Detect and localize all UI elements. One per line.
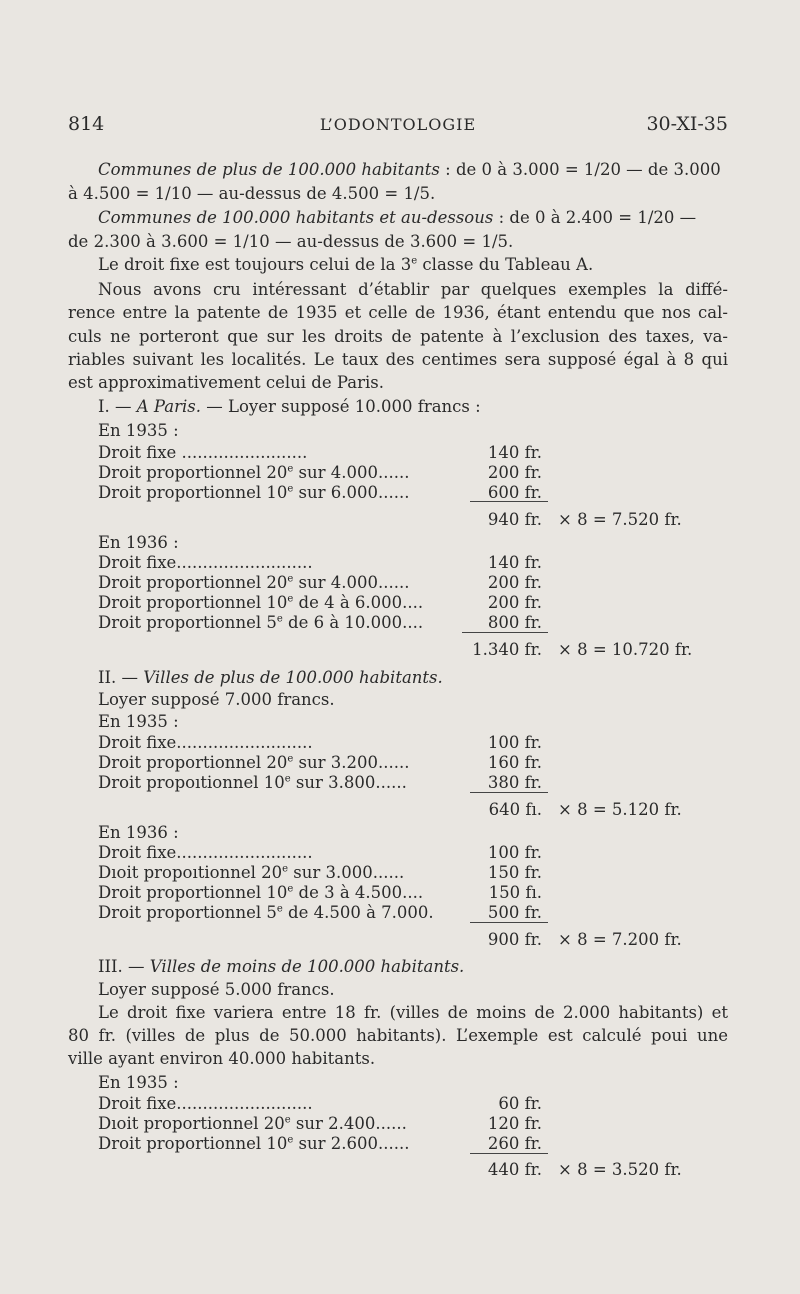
communes-moins-line2: de 2.300 à 3.600 = 1/10 — au-dessus de 3.600 = 1/5. (68, 232, 514, 251)
row-amount: 260 fr. (487, 1134, 542, 1153)
row-amount: 140 fr. (487, 553, 542, 572)
row-label: Droit proportionnel 5e de 4.500 à 7.000. (98, 903, 434, 922)
row-amount: 200 fr. (487, 593, 542, 612)
para-line: ville ayant environ 40.000 habitants. (68, 1049, 376, 1068)
total-calc: × 8 = 5.120 fr. (558, 800, 682, 819)
row-amount: 120 fr. (487, 1114, 542, 1133)
row-label: Droit fixe.......................... (98, 1094, 313, 1113)
row-amount: 500 fr. (487, 903, 542, 922)
row-amount: 140 fr. (487, 443, 542, 462)
row-amount: 380 fr. (487, 773, 542, 792)
droit-fixe-line: Le droit fixe est toujours celui de la 3e classe du Tableau A. (98, 255, 594, 274)
row-amount: 160 fr. (487, 753, 542, 772)
year-label: En 1935 : (98, 712, 179, 731)
row-label: Droit proportionnel 10e de 3 à 4.500.... (98, 883, 424, 902)
para-line: Nous avons cru intéressant d’établir par quelques exemples la diffé- (98, 280, 728, 299)
year-label: En 1935 : (98, 421, 179, 440)
year-label: En 1936 : (98, 823, 179, 842)
row-label: Droit fixe.......................... (98, 733, 313, 752)
row-amount: 800 fr. (487, 613, 542, 632)
row-label: Droit proportionnel 20e sur 4.000...... (98, 573, 410, 592)
row-label: Droit fixe.......................... (98, 553, 313, 572)
row-label: Droit proportionnel 20e sur 4.000...... (98, 463, 410, 482)
row-amount: 150 fı. (488, 883, 542, 902)
communes-plus-line2: à 4.500 = 1/10 — au-dessus de 4.500 = 1/5. (68, 184, 436, 203)
row-amount: 100 fr. (487, 843, 542, 862)
row-label: Droit fixe.......................... (98, 843, 313, 862)
sum-rule (462, 632, 548, 633)
sum-rule (470, 1153, 548, 1154)
para-line: riables suivant les localités. Le taux des centimes sera supposé égal à 8 qui (68, 350, 728, 369)
row-label: Droit proportionnel 10e sur 6.000...... (98, 483, 410, 502)
loyer-line: Loyer supposé 7.000 francs. (98, 690, 335, 709)
row-label: Droit proportionnel 20e sur 3.200...... (98, 753, 410, 772)
para-line: rence entre la patente de 1935 et celle de 1936, étant entendu que nos cal- (68, 303, 728, 322)
row-amount: 600 fr. (487, 483, 542, 502)
row-label: Droit propoıtionnel 10e sur 3.800...... (98, 773, 407, 792)
sum-rule (470, 792, 548, 793)
year-label: En 1935 : (98, 1073, 179, 1092)
row-amount: 60 fr. (498, 1094, 542, 1113)
row-amount: 200 fr. (487, 573, 542, 592)
para-line: 80 fr. (villes de plus de 50.000 habitants). L’exemple est calculé poui une (68, 1026, 728, 1045)
page-number: 814 (68, 113, 105, 135)
para-line: culs ne porteront que sur les droits de patente à l’exclusion des taxes, va- (68, 327, 728, 346)
total-calc: × 8 = 7.520 fr. (558, 510, 682, 529)
row-label: Dıoit proportionnel 20e sur 2.400...... (98, 1114, 407, 1133)
total-amount: 900 fr. (487, 930, 542, 949)
journal-title: L’ODONTOLOGIE (319, 115, 477, 134)
loyer-line: Loyer supposé 5.000 francs. (98, 980, 335, 999)
total-amount: 440 fr. (487, 1160, 542, 1179)
row-label: Droit proportionnel 10e de 4 à 6.000.... (98, 593, 424, 612)
para-line: est approximativement celui de Paris. (68, 373, 384, 392)
row-amount: 100 fr. (487, 733, 542, 752)
row-label: Dıoit propoıtionnel 20e sur 3.000...... (98, 863, 405, 882)
row-amount: 200 fr. (487, 463, 542, 482)
total-amount: 940 fr. (487, 510, 542, 529)
communes-plus-line: Communes de plus de 100.000 habitants : de 0 à 3.000 = 1/20 — de 3.000 (98, 160, 721, 179)
sum-rule (470, 922, 548, 923)
year-label: En 1936 : (98, 533, 179, 552)
para-line: Le droit fixe variera entre 18 fr. (villes de moins de 2.000 habitants) et (98, 1003, 728, 1022)
row-label: Droit fixe ........................ (98, 443, 308, 462)
section-heading: III. — Villes de moins de 100.000 habitants. (98, 957, 465, 976)
issue-date: 30-XI-35 (646, 113, 728, 135)
row-amount: 150 fr. (487, 863, 542, 882)
total-calc: × 8 = 7.200 fr. (558, 930, 682, 949)
row-label: Droit proportionnel 5e de 6 à 10.000.... (98, 613, 424, 632)
total-amount: 640 fı. (488, 800, 542, 819)
total-calc: × 8 = 10.720 fr. (558, 640, 693, 659)
total-amount: 1.340 fr. (472, 640, 542, 659)
communes-moins-line: Communes de 100.000 habitants et au-dessous : de 0 à 2.400 = 1/20 — (98, 208, 697, 227)
page-header (68, 113, 728, 141)
row-label: Droit proportionnel 10e sur 2.600...... (98, 1134, 410, 1153)
section-heading: II. — Villes de plus de 100.000 habitants. (98, 668, 443, 687)
sum-rule (470, 501, 548, 502)
section-heading: I. — A Paris. — Loyer supposé 10.000 francs : (98, 397, 481, 416)
total-calc: × 8 = 3.520 fr. (558, 1160, 682, 1179)
